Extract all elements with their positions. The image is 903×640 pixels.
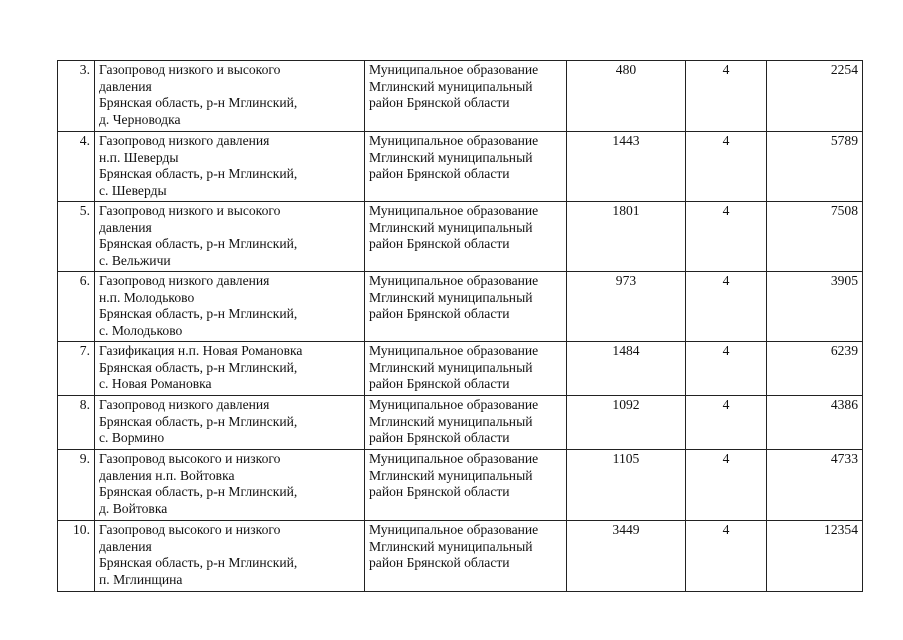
- owner-line: район Брянской области: [369, 484, 510, 500]
- owner-line: Муниципальное образование: [369, 522, 539, 537]
- value-2-cell: 4: [686, 450, 767, 521]
- owner-line: район Брянской области: [369, 236, 510, 252]
- value-3-cell: 5789: [767, 132, 863, 202]
- value-3-cell: 4386: [767, 396, 863, 450]
- table-row: [58, 61, 863, 132]
- object-description-cell: [95, 61, 365, 132]
- owner-line: район Брянской области: [369, 430, 510, 446]
- value-3-cell: 12354: [767, 521, 863, 592]
- object-description-cell: [95, 342, 365, 396]
- value-1-cell: 1092: [567, 396, 686, 450]
- row-number: 5.: [58, 202, 95, 272]
- table-row: [58, 272, 863, 342]
- object-description-line: Брянская область, р-н Мглинский,: [99, 95, 298, 111]
- object-description-line: с. Молодьково: [99, 322, 183, 338]
- object-description-line: Газификация н.п. Новая Романовка: [99, 343, 303, 358]
- object-description-line: Брянская область, р-н Мглинский,: [99, 236, 298, 252]
- object-description-line: Брянская область, р-н Мглинский,: [99, 413, 298, 429]
- table-row: [58, 450, 863, 521]
- value-1-cell: 480: [567, 61, 686, 132]
- row-number: 8.: [58, 396, 95, 450]
- row-number: 7.: [58, 342, 95, 396]
- owner-cell: [365, 396, 567, 450]
- object-description-line: давления: [99, 538, 152, 554]
- value-3-cell: 2254: [767, 61, 863, 132]
- gas-pipeline-table: [57, 60, 863, 592]
- owner-line: Мглинский муниципальный: [369, 413, 533, 429]
- value-1-cell: 1484: [567, 342, 686, 396]
- owner-line: Муниципальное образование: [369, 343, 539, 358]
- object-description-line: Газопровод низкого давления: [99, 133, 270, 148]
- row-number: 9.: [58, 450, 95, 521]
- object-description-line: д. Черноводка: [99, 111, 181, 127]
- owner-line: Мглинский муниципальный: [369, 78, 533, 94]
- object-description-cell: [95, 272, 365, 342]
- owner-cell: [365, 202, 567, 272]
- value-1-cell: 1443: [567, 132, 686, 202]
- table-row: [58, 132, 863, 202]
- owner-line: Мглинский муниципальный: [369, 467, 533, 483]
- owner-line: район Брянской области: [369, 555, 510, 571]
- object-description-line: п. Мглинщина: [99, 571, 183, 587]
- value-1-cell: 1801: [567, 202, 686, 272]
- object-description-line: с. Вормино: [99, 430, 165, 446]
- object-description-line: Газопровод высокого и низкого: [99, 522, 281, 537]
- object-description-line: Брянская область, р-н Мглинский,: [99, 359, 298, 375]
- object-description-line: н.п. Шеверды: [99, 149, 179, 165]
- object-description-cell: [95, 450, 365, 521]
- owner-line: Муниципальное образование: [369, 451, 539, 466]
- object-description-line: н.п. Молодьково: [99, 289, 195, 305]
- owner-cell: [365, 132, 567, 202]
- object-description-cell: [95, 132, 365, 202]
- row-number: 4.: [58, 132, 95, 202]
- object-description-line: с. Шеверды: [99, 182, 167, 198]
- value-2-cell: 4: [686, 272, 767, 342]
- value-2-cell: 4: [686, 61, 767, 132]
- row-number: 3.: [58, 61, 95, 132]
- table-row: [58, 202, 863, 272]
- object-description-line: Брянская область, р-н Мглинский,: [99, 555, 298, 571]
- owner-line: Мглинский муниципальный: [369, 359, 533, 375]
- owner-line: Мглинский муниципальный: [369, 149, 533, 165]
- row-number: 6.: [58, 272, 95, 342]
- value-2-cell: 4: [686, 521, 767, 592]
- owner-line: район Брянской области: [369, 166, 510, 182]
- owner-line: район Брянской области: [369, 376, 510, 392]
- owner-line: район Брянской области: [369, 95, 510, 111]
- object-description-line: с. Новая Романовка: [99, 376, 212, 392]
- owner-line: Мглинский муниципальный: [369, 289, 533, 305]
- object-description-line: Газопровод низкого давления: [99, 397, 270, 412]
- owner-line: Муниципальное образование: [369, 397, 539, 412]
- value-1-cell: 973: [567, 272, 686, 342]
- object-description-line: Брянская область, р-н Мглинский,: [99, 306, 298, 322]
- object-description-line: Газопровод высокого и низкого: [99, 451, 281, 466]
- object-description-line: Брянская область, р-н Мглинский,: [99, 166, 298, 182]
- owner-cell: [365, 272, 567, 342]
- table-row: [58, 521, 863, 592]
- owner-line: Муниципальное образование: [369, 62, 539, 77]
- value-3-cell: 3905: [767, 272, 863, 342]
- table-row: [58, 342, 863, 396]
- object-description-line: давления: [99, 78, 152, 94]
- value-3-cell: 7508: [767, 202, 863, 272]
- value-2-cell: 4: [686, 132, 767, 202]
- object-description-cell: [95, 521, 365, 592]
- object-description-line: Газопровод низкого и высокого: [99, 203, 281, 218]
- value-2-cell: 4: [686, 396, 767, 450]
- object-description-line: давления н.п. Войтовка: [99, 467, 235, 483]
- table-body: [58, 61, 863, 592]
- value-3-cell: 6239: [767, 342, 863, 396]
- owner-line: Муниципальное образование: [369, 133, 539, 148]
- table-row: [58, 396, 863, 450]
- owner-line: Мглинский муниципальный: [369, 538, 533, 554]
- object-description-line: Газопровод низкого и высокого: [99, 62, 281, 77]
- owner-cell: [365, 61, 567, 132]
- value-2-cell: 4: [686, 202, 767, 272]
- row-number: 10.: [58, 521, 95, 592]
- owner-cell: [365, 450, 567, 521]
- object-description-line: д. Войтовка: [99, 500, 168, 516]
- object-description-line: Брянская область, р-н Мглинский,: [99, 484, 298, 500]
- owner-line: Муниципальное образование: [369, 203, 539, 218]
- owner-line: Муниципальное образование: [369, 273, 539, 288]
- object-description-cell: [95, 202, 365, 272]
- value-1-cell: 3449: [567, 521, 686, 592]
- owner-cell: [365, 521, 567, 592]
- owner-line: Мглинский муниципальный: [369, 219, 533, 235]
- owner-cell: [365, 342, 567, 396]
- value-2-cell: 4: [686, 342, 767, 396]
- object-description-cell: [95, 396, 365, 450]
- value-3-cell: 4733: [767, 450, 863, 521]
- object-description-line: Газопровод низкого давления: [99, 273, 270, 288]
- value-1-cell: 1105: [567, 450, 686, 521]
- object-description-line: давления: [99, 219, 152, 235]
- object-description-line: с. Вельжичи: [99, 252, 171, 268]
- owner-line: район Брянской области: [369, 306, 510, 322]
